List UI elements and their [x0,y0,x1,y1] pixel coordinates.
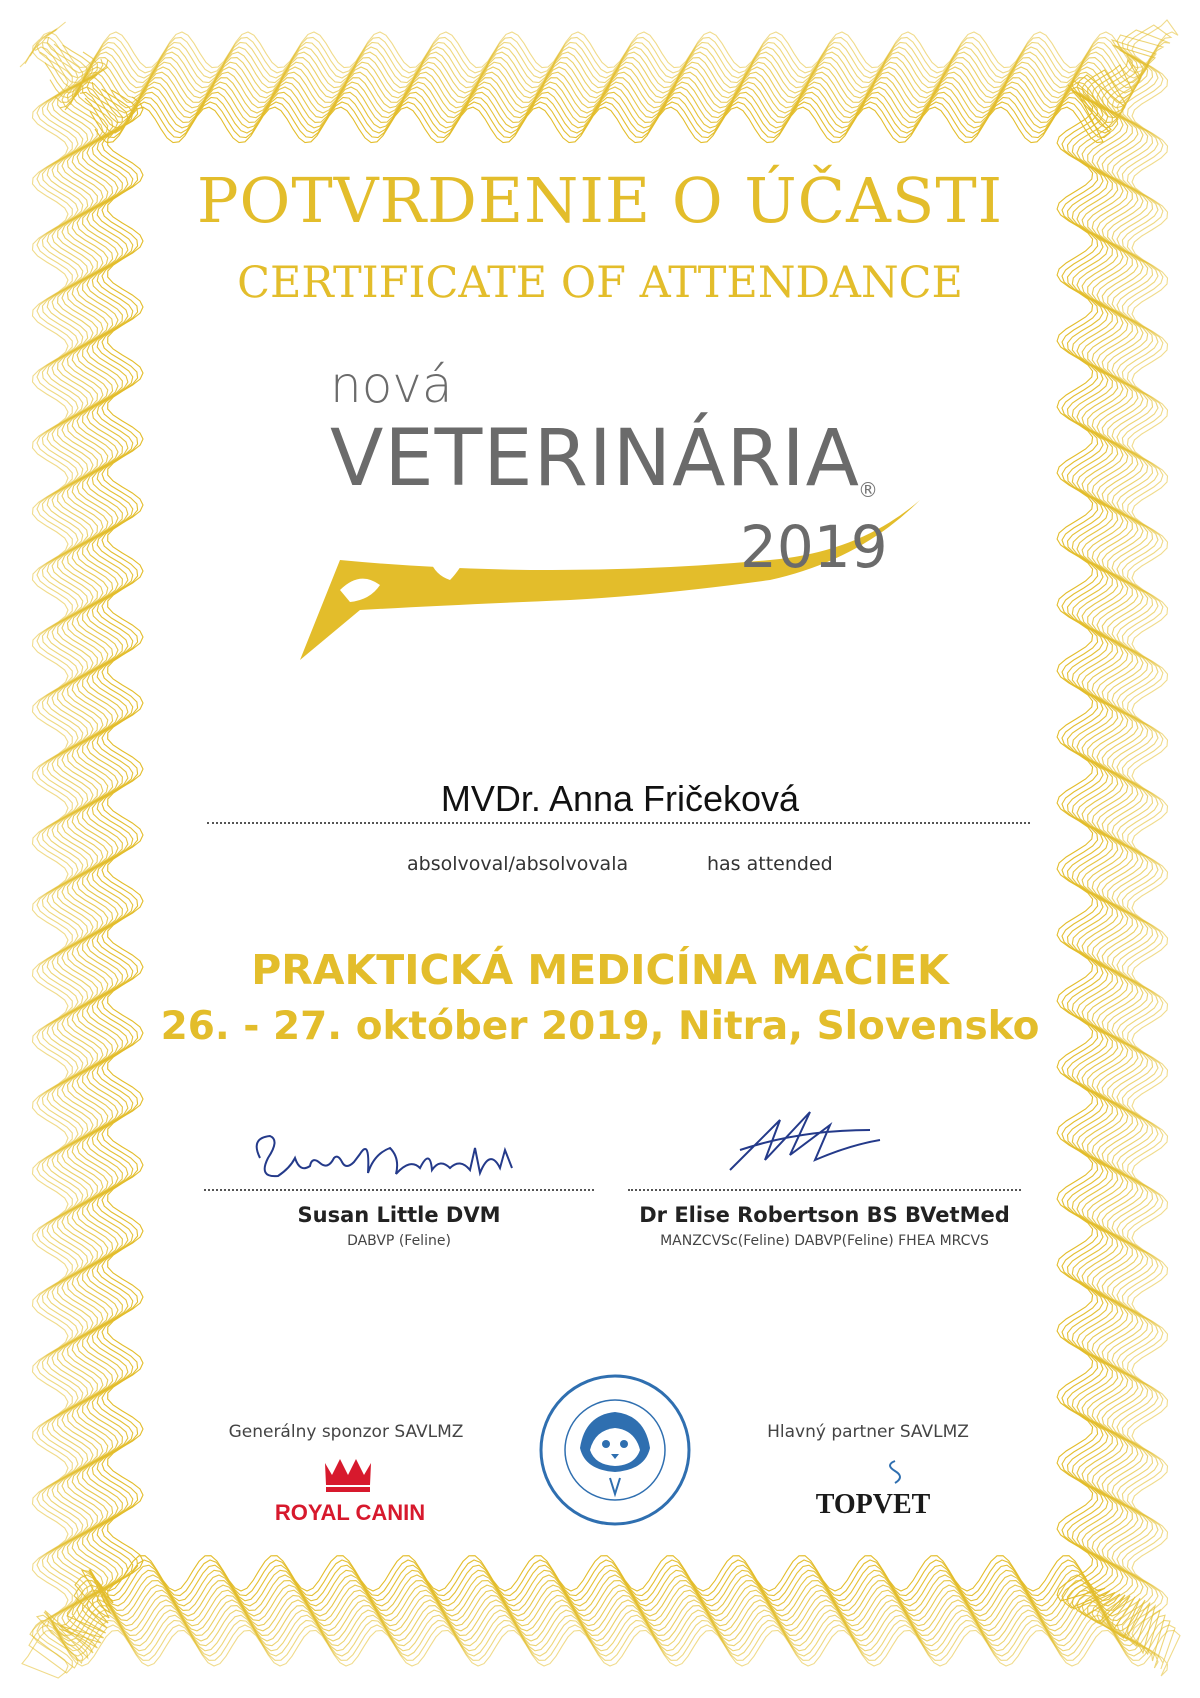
general-sponsor-label: Generálny sponzor SAVLMZ [228,1422,464,1442]
crown-icon [325,1459,371,1485]
registered-mark: ® [858,478,878,502]
attended-text-en: has attended [707,853,833,875]
course-title: PRAKTICKÁ MEDICÍNA MAČIEK [251,946,949,994]
savlmz-association-logo [535,1370,695,1535]
certificate-title-en: CERTIFICATE OF ATTENDANCE [237,258,963,308]
signature-susan-little [250,1118,550,1198]
topvet-logo [803,1455,943,1530]
course-dates-location: 26. - 27. október 2019, Nitra, Slovensko [160,1004,1040,1049]
topvet-logo-text: TOPVET [815,1489,931,1520]
royal-canin-logo-text: ROYAL CANIN [274,1500,426,1525]
signature-elise-robertson [720,1100,890,1180]
signature-line-left [204,1189,594,1191]
signatory-name-right: Dr Elise Robertson BS BVetMed [639,1203,1010,1227]
dog-silhouette-icon [530,523,565,558]
main-partner-label: Hlavný partner SAVLMZ [767,1422,969,1442]
signature-line-right [628,1189,1021,1191]
certificate-title-sk: POTVRDENIE O ÚČASTI [196,164,1004,237]
attended-text-sk: absolvoval/absolvovala [407,853,629,875]
logo-year: 2019 [740,513,888,581]
attendee-name: MVDr. Anna Fričeková [440,778,800,819]
signatory-name-left: Susan Little DVM [297,1203,501,1227]
royal-canin-logo [270,1455,430,1530]
logo-word-nova: nová [330,356,453,414]
signatory-credentials-right: MANZCVSc(Feline) DABVP(Feline) FHEA MRCVS [660,1233,989,1249]
signatory-credentials-left: DABVP (Feline) [347,1233,451,1249]
logo-word-veterinaria: VETERINÁRIA [330,414,861,504]
attendee-name-line [207,822,1030,824]
